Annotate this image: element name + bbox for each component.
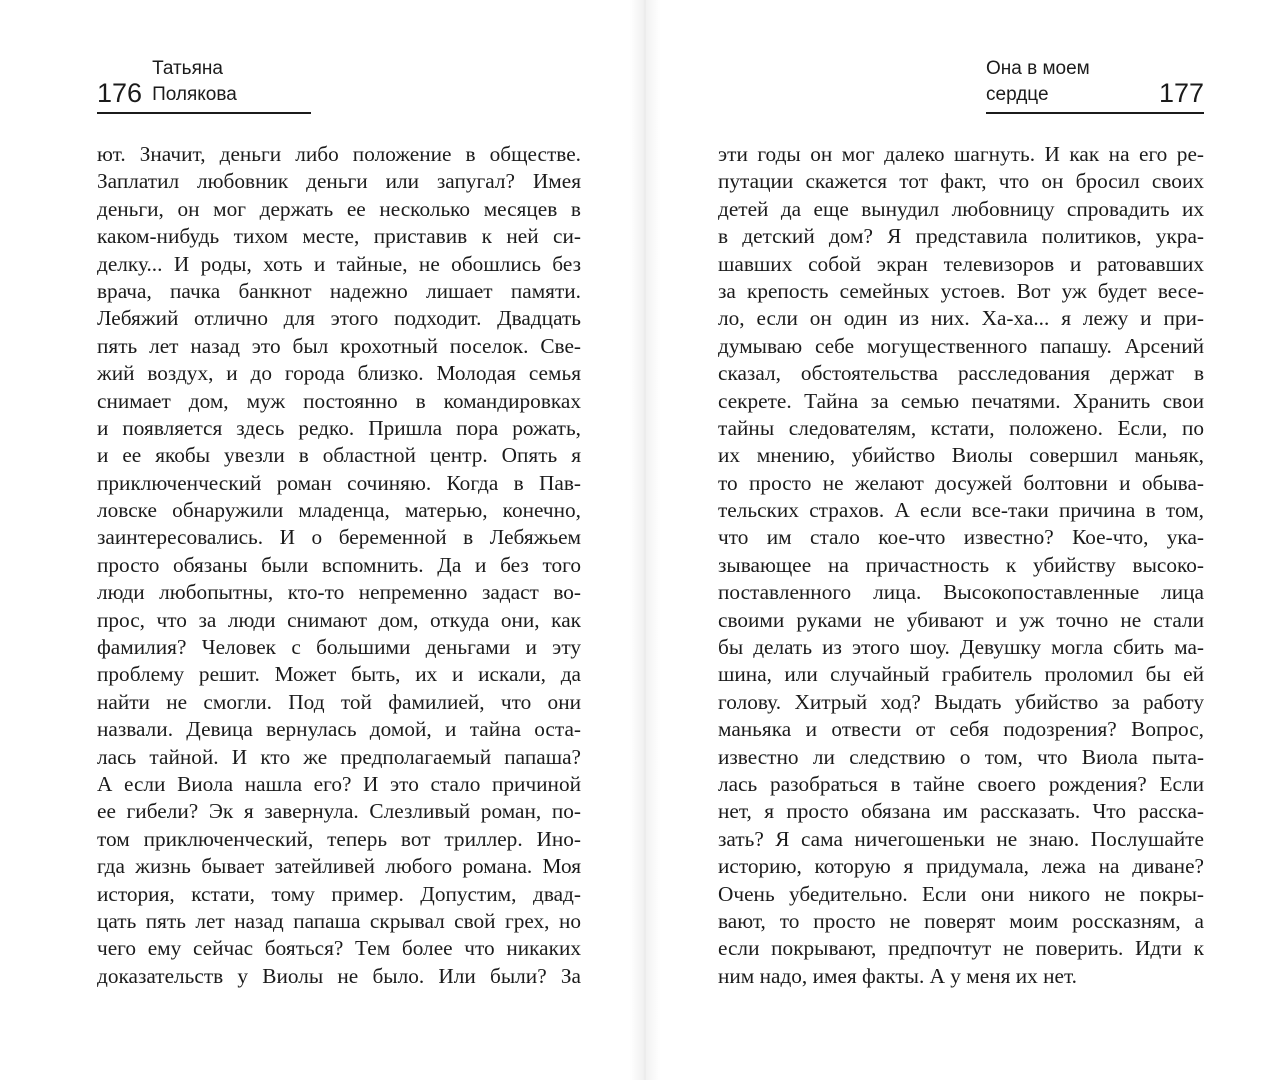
text-line: делку... И роды, хоть и тайные, не обошлись без bbox=[97, 251, 581, 276]
text-line: известно ли следствию о том, что Виола пыта- bbox=[718, 744, 1204, 769]
text-line: приключенческий роман сочиняю. Когда в Пав- bbox=[97, 470, 581, 495]
text-line: сказал, обстоятельства расследования держат в bbox=[718, 361, 1204, 386]
text-line: пять лет назад это был крохотный поселок. Све- bbox=[97, 333, 581, 358]
left-page bbox=[97, 0, 581, 1080]
text-line: тельских страхов. А если все-таки причина в том, bbox=[718, 498, 1204, 523]
text-line: ло, если он один из них. Ха-ха... я лежу и при- bbox=[718, 306, 1204, 331]
text-line: и ее якобы увезли в областной центр. Опять я bbox=[97, 443, 581, 468]
left-page-number: 176 bbox=[97, 78, 143, 108]
text-line: то просто не желают досужей болтовни и обыва- bbox=[718, 470, 1204, 495]
text-line: жий воздух, и до города близко. Молодая семья bbox=[97, 361, 581, 386]
text-line: Лебяжий отлично для этого подходит. Двадцать bbox=[97, 306, 581, 331]
text-line: в детский дом? Я представила политиков, укра- bbox=[718, 224, 1204, 249]
text-line: лась тайной. И кто же предполагаемый папаша? bbox=[97, 744, 581, 769]
text-line: поставленного лица. Высокопоставленные лица bbox=[718, 580, 1204, 605]
text-line: зать? Я сама ничегошеньки не знаю. Послушайте bbox=[718, 826, 1204, 851]
text-line: своими руками не убивают и уж точно не стали bbox=[718, 607, 1204, 632]
text-line: доказательств у Виолы не было. Или были? За bbox=[97, 963, 581, 988]
text-line: ют. Значит, деньги либо положение в обществе. bbox=[97, 142, 581, 166]
left-running-head: Татьяна Полякова bbox=[152, 58, 237, 105]
text-line: врача, пачка банкнот надежно лишает памяти. bbox=[97, 278, 581, 303]
text-line: зывающее на причастность к убийству высоко- bbox=[718, 552, 1204, 577]
text-line: проблему решит. Может быть, их и искали, да bbox=[97, 662, 581, 687]
text-line: просто обязаны были вспомнить. Да и без того bbox=[97, 552, 581, 577]
left-page-text bbox=[97, 141, 581, 990]
text-line: ним надо, имея факты. А у меня их нет. bbox=[718, 963, 1077, 988]
right-page-header bbox=[986, 58, 1204, 114]
text-line: вают, то просто не поверят моим россказням, а bbox=[718, 908, 1204, 933]
text-line: и появляется здесь редко. Пришла пора рожать, bbox=[97, 415, 581, 440]
text-line: гда жизнь бывает затейливей любого романа. Моя bbox=[97, 854, 581, 879]
text-line: фамилия? Человек с большими деньгами и эту bbox=[97, 635, 581, 660]
text-line: нет, я просто обязана им рассказать. Что расска- bbox=[718, 799, 1204, 824]
text-line: история, кстати, тому пример. Допустим, двад- bbox=[97, 881, 581, 906]
text-line: люди любопытны, кто-то непременно задаст во- bbox=[97, 580, 581, 605]
text-line: думываю себе могущественного папашу. Арсений bbox=[718, 333, 1204, 358]
book-gutter bbox=[630, 0, 660, 1080]
text-line: шавших собой экран телевизоров и ратовавших bbox=[718, 251, 1204, 276]
text-line: детей да еще вынудил любовницу спровадить их bbox=[718, 196, 1204, 221]
text-line: шина, или случайный грабитель проломил бы ей bbox=[718, 662, 1204, 687]
right-page bbox=[718, 0, 1204, 1080]
text-line: каком-нибудь тихом месте, приставив к ней си- bbox=[97, 224, 581, 249]
text-line: их мнению, убийство Виолы совершил маньяк, bbox=[718, 443, 1204, 468]
text-line: маньяка и отвести от себя подозрения? Вопрос, bbox=[718, 717, 1204, 742]
text-line: прос, что за люди снимают дом, откуда они, как bbox=[97, 607, 581, 632]
text-line: снимает дом, муж постоянно в командировках bbox=[97, 388, 581, 413]
text-line: историю, которую я придумала, лежа на диване? bbox=[718, 854, 1204, 879]
text-line: назвали. Девица вернулась домой, и тайна оста- bbox=[97, 717, 581, 742]
text-line: лась разобраться в тайне своего рождения? Если bbox=[718, 771, 1204, 796]
left-page-header bbox=[97, 58, 311, 114]
text-line: А если Виола нашла его? И это стало причиной bbox=[97, 771, 581, 796]
text-line: чего ему сейчас бояться? Тем более что никаких bbox=[97, 936, 581, 961]
text-line: бы делать из этого шоу. Девушку могла сбить ма- bbox=[718, 635, 1204, 660]
text-line: путации скажется тот факт, что он бросил своих bbox=[718, 169, 1204, 194]
text-line: если покрывают, предпочтут не поверить. Идти к bbox=[718, 936, 1204, 961]
text-line: том приключенческий, теперь вот триллер. Ино- bbox=[97, 826, 581, 851]
text-line: найти не смогли. Под той фамилией, что они bbox=[97, 689, 581, 714]
text-line: Заплатил любовник деньги или запугал? Имея bbox=[97, 169, 581, 194]
right-page-text bbox=[718, 141, 1204, 990]
text-line: эти годы он мог далеко шагнуть. И как на его ре- bbox=[718, 142, 1204, 166]
text-line: голову. Хитрый ход? Выдать убийство за работу bbox=[718, 689, 1204, 714]
text-line: Очень убедительно. Если они никого не покры- bbox=[718, 881, 1204, 906]
text-line: тайны следователям, кстати, положено. Если, по bbox=[718, 415, 1204, 440]
text-line: за крепость семейных устоев. Вот уж будет весе- bbox=[718, 278, 1204, 303]
text-line: деньги, он мог держать ее несколько месяцев в bbox=[97, 196, 581, 221]
text-line: ловске обнаружили младенца, матерью, конечно, bbox=[97, 498, 581, 523]
text-line: что им стало кое-что известно? Кое-что, ука- bbox=[718, 525, 1204, 550]
text-line: секрете. Тайна за семью печатями. Хранить свои bbox=[718, 388, 1204, 413]
text-line: ее гибели? Эк я завернула. Слезливый роман, по- bbox=[97, 799, 581, 824]
text-line: заинтересовались. И о беременной в Лебяжьем bbox=[97, 525, 581, 550]
text-line: цать пять лет назад папаша скрывал свой грех, но bbox=[97, 908, 581, 933]
right-running-head: Она в моем сердце bbox=[986, 58, 1090, 105]
right-page-number: 177 bbox=[1158, 78, 1204, 108]
